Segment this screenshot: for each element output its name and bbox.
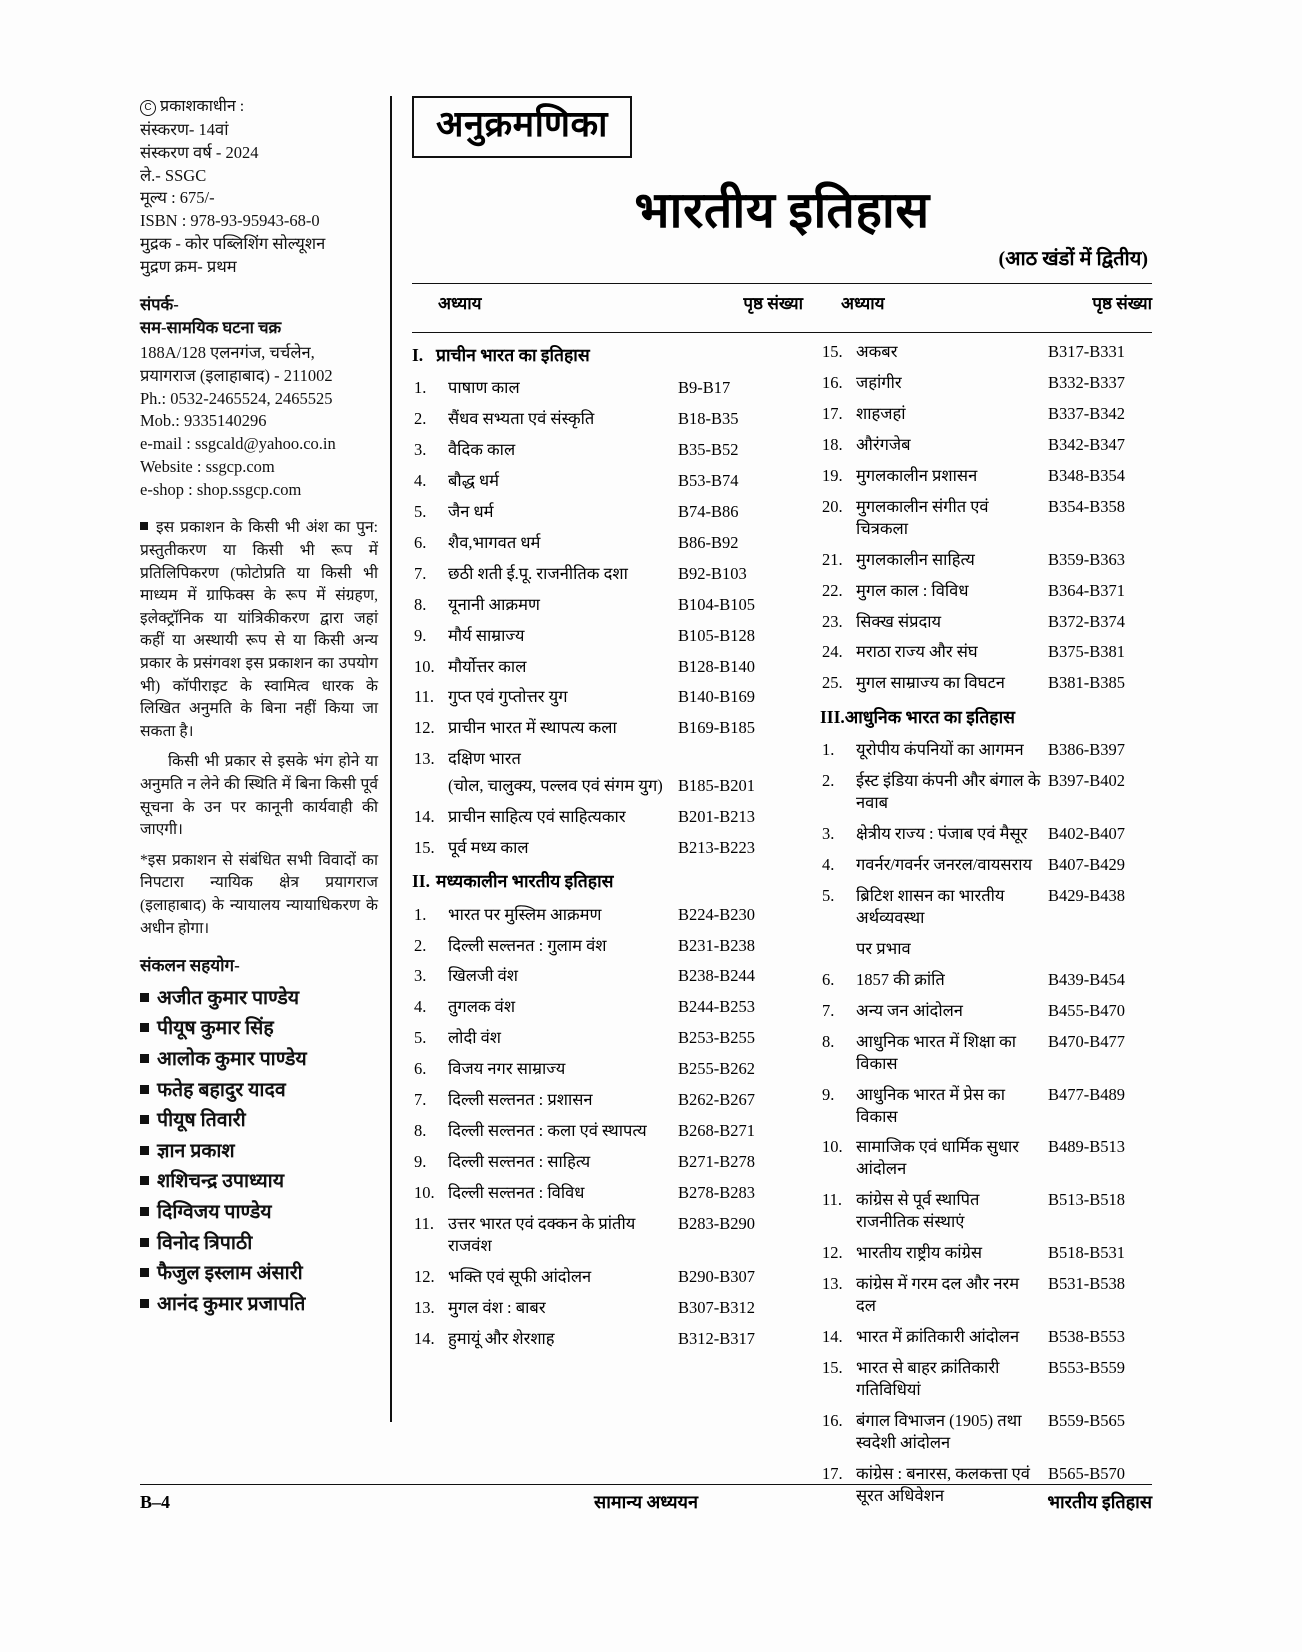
credit-item: विनोद त्रिपाठी (140, 1229, 378, 1260)
toc-row[interactable]: 16. बंगाल विभाजन (1905) तथा स्वदेशी आंदोलन B559-B565 (822, 1410, 1126, 1452)
copyright-label: प्रकाशकाधीन : (160, 98, 245, 115)
bullet-square-icon (140, 1023, 149, 1032)
toc-row[interactable]: 9. दिल्ली सल्तनत : साहित्य B271-B278 (414, 1152, 756, 1172)
toc-row[interactable]: 8. दिल्ली सल्तनत : कला एवं स्थापत्य B268-B271 (414, 1121, 756, 1141)
toc-row[interactable]: 3. वैदिक काल B35-B52 (414, 439, 739, 459)
toc-row[interactable]: 17. शाहजहां B337-B342 (822, 403, 1126, 423)
credit-item: पीयूष कुमार सिंह (140, 1014, 378, 1045)
toc-row[interactable]: 15. भारत से बाहर क्रांतिकारी गतिविधियां B553-B559 (822, 1357, 1126, 1399)
bullet-square-icon (140, 1176, 149, 1185)
bullet-square-icon (140, 1299, 149, 1308)
section-title: प्राचीन भारत का इतिहास (436, 344, 590, 365)
credit-item: शशिचन्द्र उपाध्याय (140, 1167, 378, 1198)
contact-eshop: e-shop : shop.ssgcp.com (140, 479, 302, 499)
toc-row[interactable]: 6. 1857 की क्रांति B439-B454 (822, 969, 1126, 989)
bullet-square-icon (140, 993, 149, 1002)
credits-list (140, 984, 378, 1321)
toc-row[interactable]: 19. मुगलकालीन प्रशासन B348-B354 (822, 465, 1126, 485)
contact-heading: संपर्क- (140, 295, 179, 315)
toc-row[interactable]: 11. गुप्त एवं गुप्तोत्तर युग B140-B169 (414, 687, 756, 707)
toc-row[interactable]: 7. छठी शती ई.पू. राजनीतिक दशा B92-B103 (414, 563, 747, 583)
toc-row[interactable]: 13. दक्षिण भारत (414, 749, 521, 769)
index-badge: अनुक्रमणिका (412, 96, 632, 158)
header-pages-right: पृष्ठ संख्या (1092, 293, 1152, 313)
header-pages-left: पृष्ठ संख्या (743, 293, 804, 313)
contact-address-2: प्रयागराज (इलाहाबाद) - 211002 (140, 365, 333, 385)
publication-line: संस्करण- 14वां (140, 120, 229, 140)
section-roman: III. (820, 706, 845, 727)
toc-row[interactable]: 23. सिक्ख संप्रदाय B372-B374 (822, 611, 1126, 631)
publication-line: संस्करण वर्ष - 2024 (140, 142, 259, 162)
toc-row[interactable]: 14. प्राचीन साहित्य एवं साहित्यकार B201-B213 (414, 806, 756, 826)
publication-line: मूल्य : 675/- (140, 188, 215, 208)
bullet-square-icon (140, 1115, 149, 1124)
toc-row[interactable]: 4. बौद्ध धर्म B53-B74 (414, 470, 739, 490)
copyright-line (140, 96, 378, 118)
toc-row[interactable]: 8. आधुनिक भारत में शिक्षा का विकास B470-B477 (822, 1031, 1126, 1073)
page-footer (140, 1490, 1152, 1514)
bullet-square-icon (140, 1146, 149, 1155)
contact-lines (140, 342, 378, 501)
section-heading (412, 343, 782, 367)
toc-row[interactable]: 15. पूर्व मध्य काल B213-B223 (414, 837, 756, 857)
imprint-column (140, 96, 378, 1320)
header-chapter-right: अध्याय (841, 293, 885, 313)
publisher-name: सम-सामयिक घटना चक्र (140, 318, 282, 338)
section-heading (412, 869, 782, 893)
legal-paragraph-1 (140, 517, 378, 743)
bullet-square-icon (140, 522, 148, 530)
contact-email: e-mail : ssgcald@yahoo.co.in (140, 434, 336, 454)
bullet-square-icon (140, 1085, 149, 1094)
toc-row[interactable]: 6. विजय नगर साम्राज्य B255-B262 (414, 1059, 756, 1079)
credit-item: फैजुल इस्लाम अंसारी (140, 1259, 378, 1290)
toc-row[interactable]: 1. यूरोपीय कंपनियों का आगमन B386-B397 (822, 740, 1126, 760)
column-divider (390, 96, 392, 1422)
toc-row[interactable]: 11. उत्तर भारत एवं दक्कन के प्रांतीय राजवंश B283-B290 (414, 1213, 756, 1255)
book-subtitle: (आठ खंडों में द्वितीय) (998, 247, 1148, 270)
toc-row[interactable]: 16. जहांगीर B332-B337 (822, 373, 1126, 393)
toc-row[interactable]: 14. भारत में क्रांतिकारी आंदोलन B538-B553 (822, 1327, 1126, 1347)
toc-row[interactable]: 8. यूनानी आक्रमण B104-B105 (414, 594, 756, 614)
toc-row-continuation: (चोल, चालुक्य, पल्लव एवं संगम युग) B185-B201 (448, 775, 756, 795)
footer-book-title: भारतीय इतिहास (1047, 1492, 1152, 1512)
legal-text-1: इस प्रकाशन के किसी भी अंश का पुन: प्रस्तुतीकरण या किसी भी रूप में प्रतिलिपिकरण (फोटोप्रति या किसी भी माध्यम में ग्राफिक्स के रूप में संग्रहण, इलेक्ट्रॉनिक या यांत्रिकीकरण द्वारा जहां कहीं या अस्थायी रूप से या किसी अन्य प्रकार के प्रसंगवश इस प्रकाशन का उपयोग भी) कॉपीराइट के स्वामित्व धारक के लिखित अनुमति के बिना नहीं किया जा सकता है। (140, 519, 378, 740)
index-column (412, 96, 1152, 1511)
bullet-square-icon (140, 1054, 149, 1063)
toc-row[interactable]: 24. मराठा राज्य और संघ B375-B381 (822, 642, 1126, 662)
toc-row[interactable]: 5. जैन धर्म B74-B86 (414, 501, 739, 521)
toc-row[interactable]: 3. क्षेत्रीय राज्य : पंजाब एवं मैसूर B402-B407 (822, 824, 1126, 844)
credit-item: पीयूष तिवारी (140, 1106, 378, 1137)
toc-row[interactable]: 25. मुगल साम्राज्य का विघटन B381-B385 (822, 673, 1126, 693)
toc-row[interactable]: 6. शैव,भागवत धर्म B86-B92 (414, 532, 739, 552)
toc-row-continuation: पर प्रभाव (856, 938, 911, 958)
publication-block (140, 96, 378, 278)
legal-paragraph-2: किसी भी प्रकार से इसके भंग होने या अनुमति न लेने की स्थिति में बिना किसी पूर्व सूचना के उन पर कानूनी कार्यवाही की जाएगी। (140, 753, 378, 839)
toc-row[interactable]: 22. मुगल काल : विविध B364-B371 (822, 580, 1126, 600)
toc-row[interactable]: 1. पाषाण काल B9-B17 (414, 378, 731, 398)
toc-row[interactable]: 12. प्राचीन भारत में स्थापत्य कला B169-B185 (414, 718, 756, 738)
credit-item: दिग्विजय पाण्डेय (140, 1198, 378, 1229)
toc-row[interactable]: 9. मौर्य साम्राज्य B105-B128 (414, 625, 756, 645)
credit-item: फतेह बहादुर यादव (140, 1076, 378, 1107)
bullet-square-icon (140, 1268, 149, 1277)
toc-row[interactable]: 2. सैंधव सभ्यता एवं संस्कृति B18-B35 (414, 409, 739, 429)
toc-row[interactable]: 9. आधुनिक भारत में प्रेस का विकास B477-B489 (822, 1084, 1126, 1126)
credit-item: आलोक कुमार पाण्डेय (140, 1045, 378, 1076)
toc-row[interactable]: 18. औरंगजेब B342-B347 (822, 434, 1126, 454)
toc-row[interactable]: 2. ईस्ट इंडिया कंपनी और बंगाल के नवाब B397-B402 (822, 771, 1126, 813)
section-heading (820, 705, 1152, 729)
toc-row[interactable]: 4. गवर्नर/गवर्नर जनरल/वायसराय B407-B429 (822, 855, 1126, 875)
table-header (412, 284, 1152, 320)
toc-row[interactable]: 15. अकबर B317-B331 (822, 342, 1126, 362)
credits-heading: संकलन सहयोग- (140, 956, 240, 976)
credit-item: अजीत कुमार पाण्डेय (140, 984, 378, 1015)
toc-row[interactable]: 4. तुगलक वंश B244-B253 (414, 997, 756, 1017)
toc-row[interactable]: 5. ब्रिटिश शासन का भारतीय अर्थव्यवस्था B429-B438 (822, 886, 1126, 927)
book-title: भारतीय इतिहास (634, 181, 930, 238)
toc-row[interactable]: 10. मौर्योत्तर काल B128-B140 (414, 656, 756, 676)
section-roman: II. (412, 871, 430, 892)
header-rule-bottom (412, 332, 1152, 333)
toc-row[interactable]: 12. भारतीय राष्ट्रीय कांग्रेस B518-B531 (822, 1243, 1126, 1263)
bullet-square-icon (140, 1238, 149, 1247)
toc-row[interactable]: 13. मुगल वंश : बाबर B307-B312 (414, 1297, 756, 1317)
footer-page-number: B–4 (140, 1491, 171, 1512)
legal-paragraph-3: *इस प्रकाशन से संबंधित सभी विवादों का निपटारा न्यायिक क्षेत्र प्रयागराज (इलाहाबाद) के न्यायालय न्यायाधिकरण के अधीन होगा। (140, 851, 378, 937)
copyright-icon: C (140, 100, 156, 116)
toc-row[interactable]: 10. दिल्ली सल्तनत : विविध B278-B283 (414, 1183, 756, 1203)
toc-row[interactable]: 17. कांग्रेस : बनारस, कलकत्ता एवं सूरत अधिवेशन B565-B570 (822, 1463, 1126, 1505)
index-columns (412, 337, 1152, 1512)
publication-isbn: ISBN : 978-93-95943-68-0 (140, 211, 320, 231)
publication-line: मुद्रक - कोर पब्लिशिंग सोल्यूशन (140, 233, 326, 253)
credit-item: आनंद कुमार प्रजापति (140, 1290, 378, 1321)
legal-notice (140, 517, 378, 940)
toc-row[interactable]: 7. अन्य जन आंदोलन B455-B470 (822, 1000, 1126, 1020)
toc-row[interactable]: 3. खिलजी वंश B238-B244 (414, 966, 756, 986)
header-chapter-left: अध्याय (438, 293, 482, 313)
toc-row[interactable]: 14. हुमायूं और शेरशाह B312-B317 (414, 1328, 756, 1348)
toc-row[interactable]: 5. लोदी वंश B253-B255 (414, 1028, 756, 1048)
footer-series-title: सामान्य अध्ययन (594, 1492, 698, 1512)
contact-mobile: Mob.: 9335140296 (140, 411, 267, 431)
section-roman: I. (412, 344, 424, 365)
toc-row[interactable]: 21. मुगलकालीन साहित्य B359-B363 (822, 549, 1126, 569)
section-title: आधुनिक भारत का इतिहास (844, 706, 1015, 727)
footer-rule (140, 1484, 1152, 1485)
contact-address-1: 188A/128 एलनगंज, चर्चलेन, (140, 342, 315, 362)
contact-phone: Ph.: 0532-2465524, 2465525 (140, 388, 333, 408)
toc-row[interactable]: 1. भारत पर मुस्लिम आक्रमण B224-B230 (414, 904, 756, 924)
toc-row[interactable]: 7. दिल्ली सल्तनत : प्रशासन B262-B267 (414, 1090, 756, 1110)
publication-line: ले.- SSGC (140, 165, 207, 185)
section-title: मध्यकालीन भारतीय इतिहास (436, 871, 614, 892)
toc-row[interactable]: 20. मुगलकालीन संगीत एवं चित्रकला B354-B358 (822, 496, 1126, 538)
publication-line: मुद्रण क्रम- प्रथम (140, 256, 237, 276)
credit-item: ज्ञान प्रकाश (140, 1137, 378, 1168)
toc-row[interactable]: 10. सामाजिक एवं धार्मिक सुधार आंदोलन B489-B513 (822, 1137, 1126, 1179)
index-col-right (782, 337, 1152, 1512)
index-col-left (412, 337, 782, 1512)
contact-website: Website : ssgcp.com (140, 456, 275, 476)
bullet-square-icon (140, 1207, 149, 1216)
toc-row[interactable]: 11. कांग्रेस से पूर्व स्थापित राजनीतिक संस्थाएं B513-B518 (822, 1190, 1126, 1232)
toc-row[interactable]: 2. दिल्ली सल्तनत : गुलाम वंश B231-B238 (414, 935, 756, 955)
toc-row[interactable]: 13. कांग्रेस में गरम दल और नरम दल B531-B538 (822, 1274, 1126, 1316)
toc-row[interactable]: 12. भक्ति एवं सूफी आंदोलन B290-B307 (414, 1266, 756, 1286)
